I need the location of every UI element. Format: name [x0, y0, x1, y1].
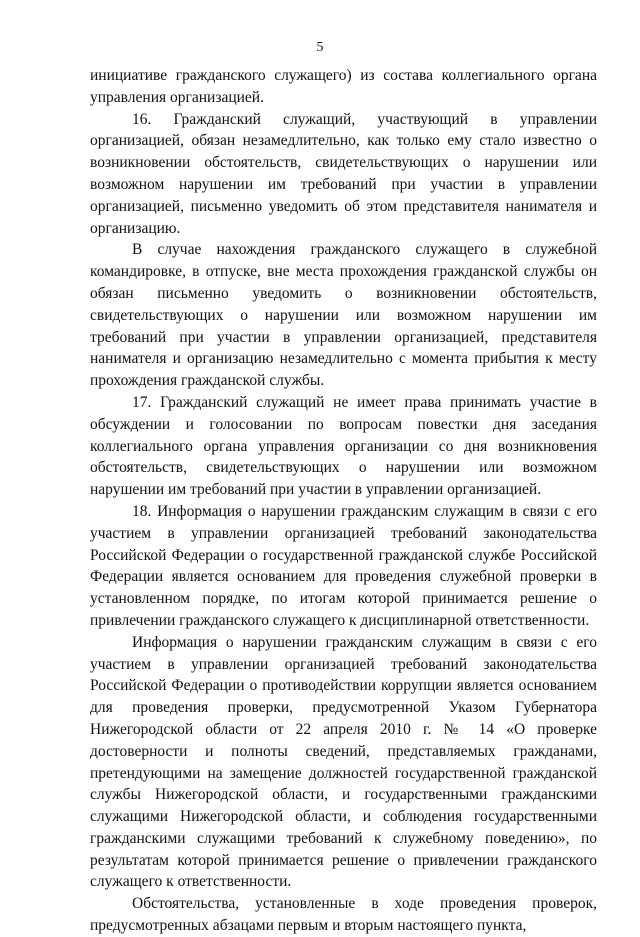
- paragraph-17: 17. Гражданский служащий не имеет права принимать участие в обсуждении и голосовании по вопросам повестки дня заседания коллегиального органа управления организации со дня возникновения обстоятельств, свидетельствующих о нарушении или возможном нарушении им требований при участии в управлении организацией.: [90, 393, 597, 499]
- paragraph-16: 16. Гражданский служащий, участвующий в управлении организацией, обязан незамедлительно, как только ему стало известно о возникновении обстоятельств, свидетельствующих о нарушении или возможном нарушении им требований при участии в управлении организацией, письменно уведомить об этом представителя нанимателя и организацию.: [90, 110, 597, 237]
- paragraph-18: 18. Информация о нарушении гражданским служащим в связи с его участием в управлении организацией требований законодательства Российской Федерации о государственной гражданской службе Российской Федерации является основанием для проведения служебной проверки в установленном порядке, по итогам которой принимается решение о привлечении гражданского служащего к дисциплинарной ответственности.: [90, 502, 597, 629]
- document-body: [90, 65, 597, 937]
- page-number: 5: [316, 40, 324, 55]
- paragraph-18-circumstances: Обстоятельства, установленные в ходе проведения проверок, предусмотренных абзацами первым и вторым настоящего пункта,: [90, 895, 597, 935]
- paragraph-16-business-trip: В случае нахождения гражданского служащего в служебной командировке, в отпуске, вне места прохождения гражданской службы он обязан письменно уведомить о возникновении обстоятельств, свидетельствующих о нарушении или возможном нарушении им требований при участии в управлении организацией, представителя нанимателя и организацию незамедлительно с момента прибытия к месту прохождения гражданской службы.: [90, 241, 597, 390]
- paragraph-continuation: инициативе гражданского служащего) из состава коллегиального органа управления организацией.: [90, 67, 597, 106]
- paragraph-18-corruption: Информация о нарушении гражданским служащим в связи с его участием в управлении организацией требований законодательства Российской Федерации о противодействии коррупции является основанием для проведения проверки, предусмотренной Указом Губернатора Нижегородской области от 22 апреля 2010 г. № 14 «О проверке достоверности и полноты сведений, представляемых гражданами, претендующими на замещение должностей государственной гражданской службы Нижегородской области, и государственными гражданскими служащими Нижегородской области, и соблюдения государственными гражданскими служащими требований к служебному поведению», по результатам которой принимается решение о привлечении гражданского служащего к ответственности.: [90, 633, 597, 891]
